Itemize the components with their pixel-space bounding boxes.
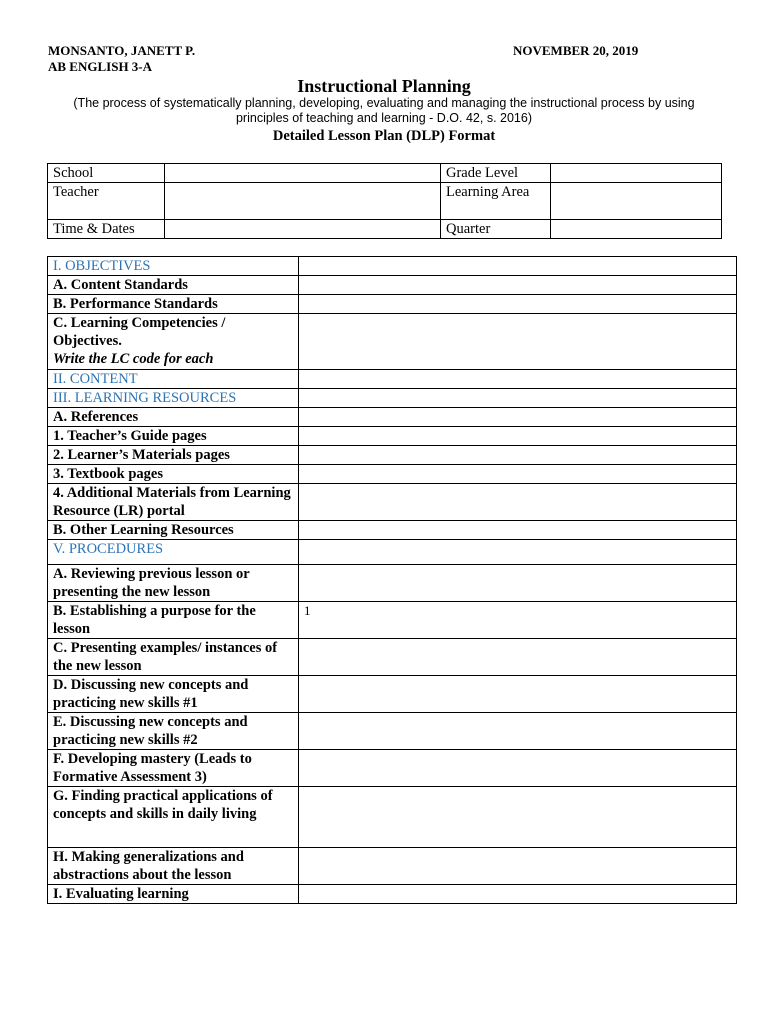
procedure-g-label: G. Finding practical applications of concepts and skills in daily living: [48, 787, 299, 848]
performance-standards-label: B. Performance Standards: [48, 295, 299, 314]
table-row: [48, 787, 737, 848]
procedure-c-label: C. Presenting examples/ instances of the new lesson: [48, 639, 299, 676]
table-row: [48, 639, 737, 676]
table-row: [48, 602, 737, 639]
grade-level-value: [551, 164, 722, 183]
procedures-heading: V. PROCEDURES: [48, 540, 299, 565]
table-row: [48, 565, 737, 602]
table-row: [48, 370, 737, 389]
table-row: [48, 427, 737, 446]
table-row: [48, 750, 737, 787]
procedure-b-label: B. Establishing a purpose for the lesson: [48, 602, 299, 639]
content-standards-label: A. Content Standards: [48, 276, 299, 295]
page-title: Instructional Planning: [297, 76, 471, 96]
table-row: [48, 389, 737, 408]
table-row: [48, 295, 737, 314]
teachers-guide-label: 1. Teacher’s Guide pages: [48, 427, 299, 446]
procedure-h-label: H. Making generalizations and abstractions about the lesson: [48, 848, 299, 885]
table-row: [48, 521, 737, 540]
teacher-label: Teacher: [48, 183, 165, 220]
objectives-heading: I. OBJECTIVES: [48, 257, 299, 276]
learners-materials-label: 2. Learner’s Materials pages: [48, 446, 299, 465]
student-name: MONSANTO, JANETT P.: [48, 43, 196, 58]
other-resources-label: B. Other Learning Resources: [48, 521, 299, 540]
lesson-plan-table: [47, 256, 737, 904]
procedure-e-label: E. Discussing new concepts and practicing new skills #2: [48, 713, 299, 750]
learning-area-label: Learning Area: [441, 183, 551, 220]
table-row: [48, 713, 737, 750]
school-label: School: [48, 164, 165, 183]
table-row: [48, 446, 737, 465]
learning-area-value: [551, 183, 722, 220]
table-row: [48, 314, 737, 370]
procedure-d-label: D. Discussing new concepts and practicing new skills #1: [48, 676, 299, 713]
textbook-label: 3. Textbook pages: [48, 465, 299, 484]
table-row: [48, 276, 737, 295]
procedure-f-label: F. Developing mastery (Leads to Formative Assessment 3): [48, 750, 299, 787]
time-dates-value: [165, 220, 441, 239]
table-row: [48, 676, 737, 713]
table-row: [48, 848, 737, 885]
info-row-teacher: [48, 183, 722, 220]
procedure-i-label: I. Evaluating learning: [48, 885, 299, 904]
page-subtitle: Detailed Lesson Plan (DLP) Format: [272, 128, 496, 144]
table-row: [48, 540, 737, 565]
table-row: [48, 465, 737, 484]
course-label: AB ENGLISH 3-A: [48, 59, 153, 74]
info-row-time: [48, 220, 722, 239]
school-value: [165, 164, 441, 183]
lc-code-note: Write the LC code for each: [53, 351, 214, 367]
grade-level-label: Grade Level: [441, 164, 551, 183]
info-row-school: [48, 164, 722, 183]
table-row: [48, 885, 737, 904]
table-row: [48, 257, 737, 276]
teacher-value: [165, 183, 441, 220]
info-table: [47, 163, 722, 239]
content-heading: II. CONTENT: [48, 370, 299, 389]
time-dates-label: Time & Dates: [48, 220, 165, 239]
additional-materials-label: 4. Additional Materials from Learning Resource (LR) portal: [48, 484, 299, 521]
learning-resources-heading: III. LEARNING RESOURCES: [48, 389, 299, 408]
table-row: [48, 484, 737, 521]
procedure-b-value: 1: [299, 602, 737, 639]
references-label: A. References: [48, 408, 299, 427]
table-row: [48, 408, 737, 427]
quarter-value: [551, 220, 722, 239]
learning-competencies-label: C. Learning Competencies / Objectives.: [53, 315, 226, 349]
document-date: NOVEMBER 20, 2019: [513, 43, 639, 58]
procedure-a-label: A. Reviewing previous lesson or presenting the new lesson: [48, 565, 299, 602]
page-description: (The process of systematically planning, developing, evaluating and managing the instructional process by using principles of teaching and learning - D.O. 42, s. 2016): [73, 96, 695, 125]
quarter-label: Quarter: [441, 220, 551, 239]
